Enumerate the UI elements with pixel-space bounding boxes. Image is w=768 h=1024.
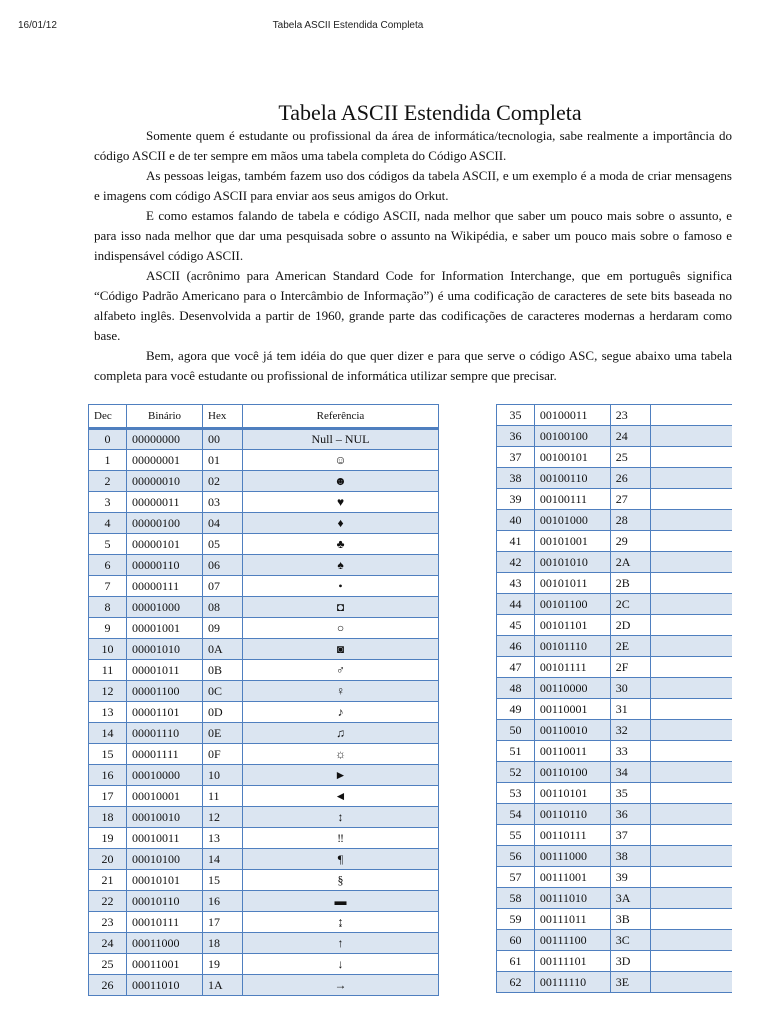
document-title: Tabela ASCII Estendida Completa xyxy=(278,100,582,125)
table-row xyxy=(497,447,733,468)
cell-dec: 44 xyxy=(497,594,535,615)
cell-hex: 12 xyxy=(203,807,243,828)
cell-reference: ‼ xyxy=(243,828,439,849)
table-row xyxy=(497,741,733,762)
table-row xyxy=(497,783,733,804)
table-row xyxy=(497,468,733,489)
table-row xyxy=(89,639,439,660)
cell-reference xyxy=(650,552,732,573)
cell-dec: 17 xyxy=(89,786,127,807)
cell-reference xyxy=(650,909,732,930)
paragraph: As pessoas leigas, também fazem uso dos códigos da tabela ASCII, e um exemplo é a moda de criar mensagens e imagens com código ASCII para enviar aos seus amigos do Orkut. xyxy=(94,168,732,203)
ascii-table-right xyxy=(496,404,732,993)
cell-dec: 61 xyxy=(497,951,535,972)
cell-reference: ♫ xyxy=(243,723,439,744)
cell-binary: 00101101 xyxy=(534,615,610,636)
cell-dec: 5 xyxy=(89,534,127,555)
cell-binary: 00110100 xyxy=(534,762,610,783)
paragraph: Somente quem é estudante ou profissional da área de informática/tecnologia, sabe realmente a importância do código ASCII e de ter sempre em mãos uma tabela completa do Código ASCII. xyxy=(94,128,732,163)
cell-hex: 04 xyxy=(203,513,243,534)
cell-dec: 60 xyxy=(497,930,535,951)
cell-hex: 32 xyxy=(610,720,650,741)
cell-dec: 16 xyxy=(89,765,127,786)
table-row xyxy=(89,933,439,954)
cell-dec: 0 xyxy=(89,429,127,450)
cell-dec: 52 xyxy=(497,762,535,783)
cell-hex: 2B xyxy=(610,573,650,594)
table-row xyxy=(497,510,733,531)
paragraph: Bem, agora que você já tem idéia do que quer dizer e para que serve o código ASC, segue abaixo uma tabela completa para você estudante ou profissional de informática utilizar sempre que precisar. xyxy=(94,348,732,383)
cell-hex: 02 xyxy=(203,471,243,492)
cell-binary: 00110000 xyxy=(534,678,610,699)
cell-dec: 10 xyxy=(89,639,127,660)
table-row xyxy=(497,678,733,699)
cell-hex: 39 xyxy=(610,867,650,888)
cell-reference xyxy=(650,594,732,615)
table-row xyxy=(89,555,439,576)
cell-reference xyxy=(650,783,732,804)
cell-hex: 23 xyxy=(610,405,650,426)
cell-binary: 00010101 xyxy=(127,870,203,891)
table-row xyxy=(89,618,439,639)
cell-reference xyxy=(650,678,732,699)
cell-hex: 11 xyxy=(203,786,243,807)
cell-hex: 18 xyxy=(203,933,243,954)
cell-dec: 15 xyxy=(89,744,127,765)
table-row xyxy=(497,888,733,909)
cell-hex: 2C xyxy=(610,594,650,615)
cell-dec: 50 xyxy=(497,720,535,741)
table-row xyxy=(497,531,733,552)
cell-dec: 39 xyxy=(497,489,535,510)
cell-reference: ○ xyxy=(243,618,439,639)
table-row xyxy=(89,786,439,807)
cell-reference xyxy=(650,720,732,741)
cell-hex: 2F xyxy=(610,657,650,678)
cell-dec: 4 xyxy=(89,513,127,534)
table-row xyxy=(89,429,439,450)
cell-reference: ◘ xyxy=(243,597,439,618)
cell-dec: 53 xyxy=(497,783,535,804)
cell-binary: 00101001 xyxy=(534,531,610,552)
cell-dec: 8 xyxy=(89,597,127,618)
table-row xyxy=(89,828,439,849)
cell-reference xyxy=(650,825,732,846)
cell-binary: 00111110 xyxy=(534,972,610,993)
cell-dec: 41 xyxy=(497,531,535,552)
table-row xyxy=(497,636,733,657)
table-row xyxy=(89,576,439,597)
cell-reference xyxy=(650,405,732,426)
cell-hex: 14 xyxy=(203,849,243,870)
cell-reference: ¶ xyxy=(243,849,439,870)
print-header-title: Tabela ASCII Estendida Completa xyxy=(272,20,424,31)
cell-hex: 06 xyxy=(203,555,243,576)
table-row xyxy=(497,909,733,930)
cell-dec: 43 xyxy=(497,573,535,594)
table-row xyxy=(89,912,439,933)
cell-hex: 00 xyxy=(203,429,243,450)
cell-hex: 3D xyxy=(610,951,650,972)
cell-binary: 00011000 xyxy=(127,933,203,954)
cell-binary: 00010011 xyxy=(127,828,203,849)
cell-dec: 3 xyxy=(89,492,127,513)
cell-reference: ♂ xyxy=(243,660,439,681)
column-header-hex: Hex xyxy=(203,405,243,429)
cell-dec: 37 xyxy=(497,447,535,468)
column-header-dec: Dec xyxy=(89,405,127,429)
table-row xyxy=(89,870,439,891)
cell-binary: 00010000 xyxy=(127,765,203,786)
table-row xyxy=(497,867,733,888)
cell-hex: 09 xyxy=(203,618,243,639)
table-header-row xyxy=(89,405,439,429)
cell-reference: Null – NUL xyxy=(243,429,439,450)
cell-binary: 00101110 xyxy=(534,636,610,657)
table-row xyxy=(497,552,733,573)
cell-binary: 00111100 xyxy=(534,930,610,951)
cell-binary: 00000000 xyxy=(127,429,203,450)
cell-binary: 00000101 xyxy=(127,534,203,555)
cell-binary: 00001011 xyxy=(127,660,203,681)
cell-dec: 18 xyxy=(89,807,127,828)
cell-reference: ► xyxy=(243,765,439,786)
cell-hex: 07 xyxy=(203,576,243,597)
cell-binary: 00111101 xyxy=(534,951,610,972)
table-row xyxy=(89,891,439,912)
table-row xyxy=(497,699,733,720)
cell-dec: 42 xyxy=(497,552,535,573)
table-row xyxy=(497,720,733,741)
ascii-table-right-container xyxy=(496,404,732,993)
cell-dec: 9 xyxy=(89,618,127,639)
table-row xyxy=(497,762,733,783)
cell-dec: 62 xyxy=(497,972,535,993)
table-row xyxy=(497,615,733,636)
cell-binary: 00110011 xyxy=(534,741,610,762)
cell-reference: ♠ xyxy=(243,555,439,576)
cell-hex: 2D xyxy=(610,615,650,636)
cell-hex: 05 xyxy=(203,534,243,555)
cell-hex: 24 xyxy=(610,426,650,447)
cell-dec: 54 xyxy=(497,804,535,825)
cell-dec: 49 xyxy=(497,699,535,720)
cell-dec: 45 xyxy=(497,615,535,636)
cell-dec: 1 xyxy=(89,450,127,471)
cell-reference xyxy=(650,930,732,951)
cell-hex: 33 xyxy=(610,741,650,762)
cell-binary: 00000011 xyxy=(127,492,203,513)
cell-dec: 40 xyxy=(497,510,535,531)
cell-binary: 00001000 xyxy=(127,597,203,618)
cell-binary: 00001110 xyxy=(127,723,203,744)
cell-binary: 00010100 xyxy=(127,849,203,870)
cell-binary: 00000100 xyxy=(127,513,203,534)
table-row xyxy=(497,657,733,678)
cell-reference: ↕ xyxy=(243,807,439,828)
ascii-table-left xyxy=(88,404,439,996)
cell-reference xyxy=(650,888,732,909)
cell-binary: 00101011 xyxy=(534,573,610,594)
cell-dec: 26 xyxy=(89,975,127,996)
cell-dec: 55 xyxy=(497,825,535,846)
cell-hex: 3A xyxy=(610,888,650,909)
cell-hex: 2A xyxy=(610,552,650,573)
cell-hex: 13 xyxy=(203,828,243,849)
cell-binary: 00000110 xyxy=(127,555,203,576)
cell-dec: 14 xyxy=(89,723,127,744)
cell-reference: ◄ xyxy=(243,786,439,807)
cell-dec: 20 xyxy=(89,849,127,870)
paragraph: E como estamos falando de tabela e código ASCII, nada melhor que saber um pouco mais sobre o assunto, e para isso nada melhor que dar uma pesquisada sobre o assunto na Wikipédia, e saber um pouco mais sobre o famoso e indispensável código ASCII. xyxy=(94,208,732,263)
cell-reference xyxy=(650,846,732,867)
cell-dec: 47 xyxy=(497,657,535,678)
table-row xyxy=(497,972,733,993)
cell-reference: ☻ xyxy=(243,471,439,492)
cell-reference xyxy=(650,951,732,972)
cell-dec: 25 xyxy=(89,954,127,975)
cell-hex: 0F xyxy=(203,744,243,765)
cell-reference: ↑ xyxy=(243,933,439,954)
cell-dec: 19 xyxy=(89,828,127,849)
cell-binary: 00111010 xyxy=(534,888,610,909)
table-row xyxy=(89,534,439,555)
cell-reference: ▬ xyxy=(243,891,439,912)
cell-reference: ☺ xyxy=(243,450,439,471)
table-row xyxy=(497,489,733,510)
cell-reference: ☼ xyxy=(243,744,439,765)
cell-hex: 38 xyxy=(610,846,650,867)
cell-hex: 3E xyxy=(610,972,650,993)
cell-binary: 00001001 xyxy=(127,618,203,639)
intro-text xyxy=(94,126,768,386)
cell-reference xyxy=(650,531,732,552)
cell-hex: 0B xyxy=(203,660,243,681)
cell-binary: 00111000 xyxy=(534,846,610,867)
cell-reference xyxy=(650,804,732,825)
cell-dec: 7 xyxy=(89,576,127,597)
cell-binary: 00110101 xyxy=(534,783,610,804)
cell-reference: ♥ xyxy=(243,492,439,513)
cell-binary: 00101000 xyxy=(534,510,610,531)
cell-binary: 00111001 xyxy=(534,867,610,888)
cell-dec: 6 xyxy=(89,555,127,576)
cell-dec: 36 xyxy=(497,426,535,447)
cell-binary: 00101111 xyxy=(534,657,610,678)
cell-reference xyxy=(650,426,732,447)
cell-reference: ↨ xyxy=(243,912,439,933)
table-row xyxy=(89,975,439,996)
cell-hex: 0E xyxy=(203,723,243,744)
cell-reference xyxy=(650,636,732,657)
cell-hex: 26 xyxy=(610,468,650,489)
cell-binary: 00100011 xyxy=(534,405,610,426)
table-row xyxy=(497,594,733,615)
cell-hex: 3B xyxy=(610,909,650,930)
cell-hex: 0A xyxy=(203,639,243,660)
cell-dec: 56 xyxy=(497,846,535,867)
table-row xyxy=(89,702,439,723)
cell-binary: 00011001 xyxy=(127,954,203,975)
cell-binary: 00010010 xyxy=(127,807,203,828)
table-row xyxy=(497,951,733,972)
cell-reference xyxy=(650,741,732,762)
cell-hex: 03 xyxy=(203,492,243,513)
table-row xyxy=(89,765,439,786)
cell-binary: 00010111 xyxy=(127,912,203,933)
table-row xyxy=(89,492,439,513)
cell-hex: 16 xyxy=(203,891,243,912)
cell-reference: ♀ xyxy=(243,681,439,702)
cell-hex: 17 xyxy=(203,912,243,933)
cell-reference xyxy=(650,468,732,489)
cell-reference: § xyxy=(243,870,439,891)
cell-binary: 00100101 xyxy=(534,447,610,468)
cell-hex: 30 xyxy=(610,678,650,699)
cell-reference xyxy=(650,615,732,636)
table-row xyxy=(497,405,733,426)
cell-reference: ↓ xyxy=(243,954,439,975)
table-row xyxy=(89,450,439,471)
cell-reference: ♦ xyxy=(243,513,439,534)
cell-dec: 57 xyxy=(497,867,535,888)
cell-binary: 00101100 xyxy=(534,594,610,615)
cell-binary: 00011010 xyxy=(127,975,203,996)
cell-binary: 00001101 xyxy=(127,702,203,723)
cell-hex: 08 xyxy=(203,597,243,618)
cell-binary: 00110111 xyxy=(534,825,610,846)
table-row xyxy=(89,513,439,534)
cell-dec: 12 xyxy=(89,681,127,702)
cell-hex: 35 xyxy=(610,783,650,804)
cell-hex: 15 xyxy=(203,870,243,891)
table-row xyxy=(497,825,733,846)
cell-hex: 27 xyxy=(610,489,650,510)
cell-binary: 00101010 xyxy=(534,552,610,573)
table-row xyxy=(497,804,733,825)
cell-hex: 31 xyxy=(610,699,650,720)
cell-dec: 22 xyxy=(89,891,127,912)
table-row xyxy=(89,471,439,492)
cell-dec: 2 xyxy=(89,471,127,492)
table-row xyxy=(89,954,439,975)
paragraph: ASCII (acrônimo para American Standard Code for Information Interchange, que em português significa “Código Padrão Americano para o Intercâmbio de Informação”) é uma codificação de caracteres de sete bits baseada no alfabeto inglês. Desenvolvida a partir de 1960, grande parte das codificações de caracteres modernas a herdaram como base. xyxy=(94,268,732,343)
cell-binary: 00100110 xyxy=(534,468,610,489)
cell-dec: 59 xyxy=(497,909,535,930)
table-row xyxy=(89,807,439,828)
cell-binary: 00001111 xyxy=(127,744,203,765)
cell-dec: 38 xyxy=(497,468,535,489)
cell-binary: 00010001 xyxy=(127,786,203,807)
cell-reference xyxy=(650,510,732,531)
cell-hex: 0C xyxy=(203,681,243,702)
cell-hex: 36 xyxy=(610,804,650,825)
table-row xyxy=(89,660,439,681)
cell-hex: 3C xyxy=(610,930,650,951)
cell-binary: 00100100 xyxy=(534,426,610,447)
table-row xyxy=(497,930,733,951)
cell-hex: 25 xyxy=(610,447,650,468)
cell-dec: 51 xyxy=(497,741,535,762)
cell-dec: 24 xyxy=(89,933,127,954)
cell-hex: 2E xyxy=(610,636,650,657)
cell-reference xyxy=(650,657,732,678)
cell-reference: • xyxy=(243,576,439,597)
cell-reference xyxy=(650,867,732,888)
cell-hex: 1A xyxy=(203,975,243,996)
cell-hex: 29 xyxy=(610,531,650,552)
cell-dec: 46 xyxy=(497,636,535,657)
cell-reference: ♣ xyxy=(243,534,439,555)
cell-hex: 34 xyxy=(610,762,650,783)
cell-reference xyxy=(650,573,732,594)
cell-binary: 00000111 xyxy=(127,576,203,597)
cell-dec: 23 xyxy=(89,912,127,933)
cell-binary: 00000010 xyxy=(127,471,203,492)
cell-reference: ♪ xyxy=(243,702,439,723)
cell-binary: 00100111 xyxy=(534,489,610,510)
cell-reference xyxy=(650,972,732,993)
cell-hex: 0D xyxy=(203,702,243,723)
cell-reference: → xyxy=(243,975,439,996)
cell-dec: 21 xyxy=(89,870,127,891)
cell-reference xyxy=(650,447,732,468)
cell-hex: 10 xyxy=(203,765,243,786)
cell-binary: 00000001 xyxy=(127,450,203,471)
cell-binary: 00110010 xyxy=(534,720,610,741)
cell-binary: 00110001 xyxy=(534,699,610,720)
cell-binary: 00010110 xyxy=(127,891,203,912)
table-row xyxy=(89,597,439,618)
print-date: 16/01/12 xyxy=(18,20,57,31)
cell-binary: 00001010 xyxy=(127,639,203,660)
cell-dec: 13 xyxy=(89,702,127,723)
table-row xyxy=(89,849,439,870)
cell-reference xyxy=(650,489,732,510)
cell-hex: 01 xyxy=(203,450,243,471)
cell-reference: ◙ xyxy=(243,639,439,660)
cell-hex: 37 xyxy=(610,825,650,846)
table-row xyxy=(497,573,733,594)
cell-dec: 35 xyxy=(497,405,535,426)
table-row xyxy=(497,426,733,447)
cell-hex: 28 xyxy=(610,510,650,531)
table-row xyxy=(89,723,439,744)
cell-dec: 58 xyxy=(497,888,535,909)
table-row xyxy=(497,846,733,867)
column-header-binary: Binário xyxy=(127,405,203,429)
cell-reference xyxy=(650,699,732,720)
table-row xyxy=(89,681,439,702)
cell-binary: 00110110 xyxy=(534,804,610,825)
cell-reference xyxy=(650,762,732,783)
cell-dec: 11 xyxy=(89,660,127,681)
cell-binary: 00111011 xyxy=(534,909,610,930)
cell-hex: 19 xyxy=(203,954,243,975)
cell-dec: 48 xyxy=(497,678,535,699)
table-row xyxy=(89,744,439,765)
cell-binary: 00001100 xyxy=(127,681,203,702)
column-header-reference: Referência xyxy=(243,405,439,429)
